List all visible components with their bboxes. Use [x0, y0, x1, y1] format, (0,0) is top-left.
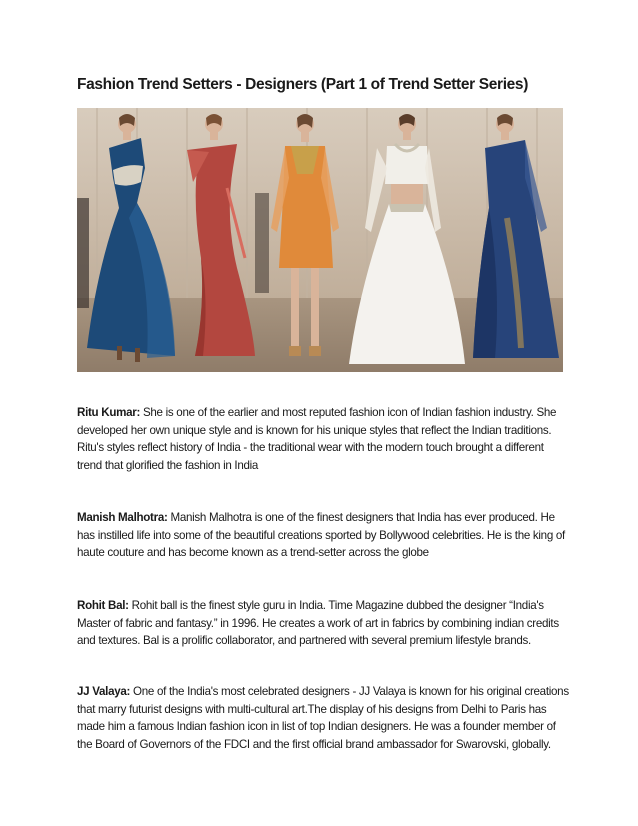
designer-description: Manish Malhotra is one of the finest designers that India has ever produced. He has instilled life into some of the beautiful creations sported by Bollywood celebrities. He is the king of haute couture and has become known as a trend-setter across the globe: [77, 511, 565, 559]
designer-name: Ritu Kumar:: [77, 406, 141, 419]
designer-name: Rohit Bal:: [77, 599, 129, 612]
runway-models-photo: [77, 108, 563, 372]
designer-name: JJ Valaya:: [77, 685, 131, 698]
page-title: Fashion Trend Setters - Designers (Part 1 of Trend Setter Series): [77, 76, 528, 93]
designer-description: Rohit ball is the finest style guru in India. Time Magazine dubbed the designer “India's Master of fabric and fantasy.” in 1996. He creates a work of art in fabrics by combining indian credits and textures. Bal is a prolific collaborator, and partnered with several premium lifestyle brands.: [77, 599, 559, 647]
designer-description: She is one of the earlier and most reputed fashion icon of Indian fashion industry. She developed her own unique style and is known for his unique styles that reflect the Indian traditions. Ritu's styles reflect history of India - the traditional wear with the modern touch brought a different trend that glorified the fashion in India: [77, 406, 557, 472]
designer-ritu-kumar: [77, 404, 569, 474]
designer-jj-valaya: [77, 683, 569, 753]
designer-manish-malhotra: [77, 509, 569, 562]
designer-rohit-bal: [77, 597, 569, 650]
designer-description: One of the India's most celebrated designers - JJ Valaya is known for his original creations that marry futurist designs with multi-cultural art.The display of his designs from Delhi to Paris has made him a famous Indian fashion icon in list of top Indian designers. He was a founder member of the Board of Governors of the FDCI and the first official brand ambassador for Swarovski, globally.: [77, 685, 569, 751]
designer-name: Manish Malhotra:: [77, 511, 168, 524]
